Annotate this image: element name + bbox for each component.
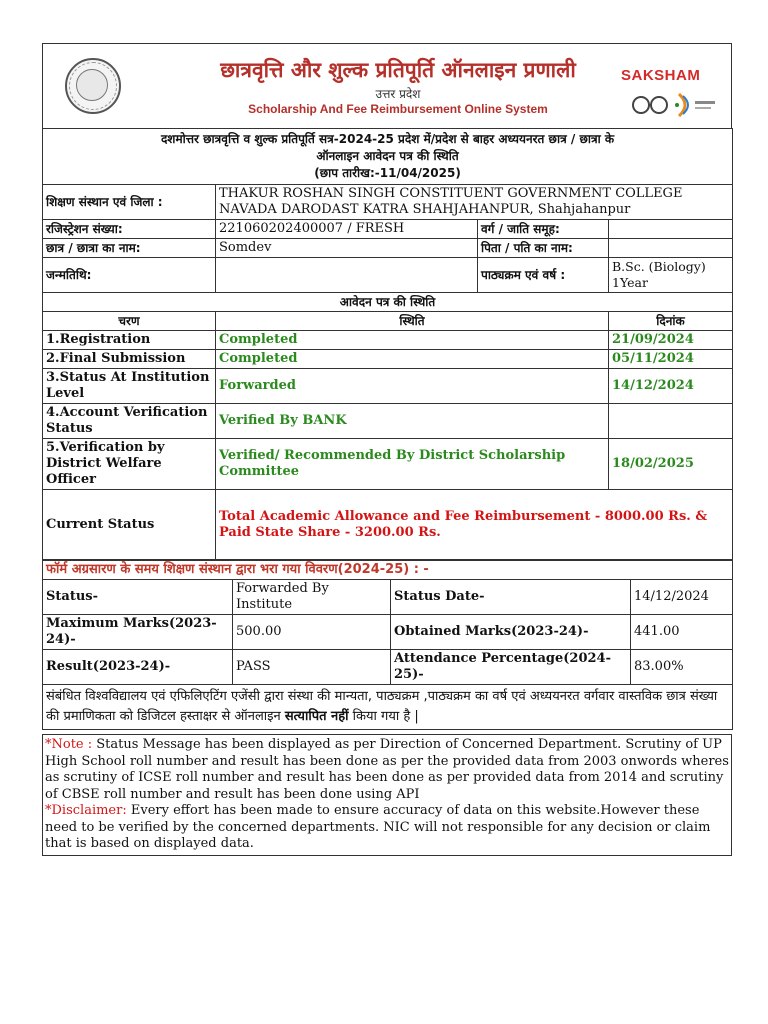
student-name-value: Somdev — [216, 239, 478, 258]
course-name: B.Sc. (Biology) — [612, 259, 706, 274]
remark-text: संबंधित विश्वविद्यालय एवं एफिलिएटिंग एजेंसी द्वारा संस्था की मान्यता, पाठ्यक्रम ,पाठ्यक्रम का वर्ष एवं अध्ययनरत वर्गवार वास्तविक छात्र संख्या की प्रमाणिकता को डिजिटल हस्ताक्षर से ऑनलाइन — [46, 689, 718, 724]
table-row — [43, 350, 733, 369]
verification-remark — [43, 685, 733, 730]
stage-cell: 1.Registration — [43, 331, 216, 350]
report-heading — [43, 129, 733, 185]
date-cell: 21/09/2024 — [609, 331, 733, 350]
father-name-value — [609, 239, 733, 258]
status-cell: Verified/ Recommended By District Scholarship Committee — [216, 439, 609, 490]
category-value — [609, 220, 733, 239]
digital-india-icon — [675, 94, 715, 116]
registration-label: रजिस्ट्रेशन संख्या: — [43, 220, 216, 239]
max-marks-label: Maximum Marks(2023-24)- — [43, 615, 233, 650]
disclaimer-text: Every effort has been made to ensure accuracy of data on this website.However these need to be verified by the concerned departments. NIC will not responsible for any decision or claim that is based on displayed data. — [45, 803, 711, 851]
heading-line-2: ऑनलाइन आवेदन पत्र की स्थिति — [316, 149, 459, 163]
father-name-label: पिता / पति का नाम: — [478, 239, 609, 258]
status-section-title: आवेदन पत्र की स्थिति — [43, 293, 733, 312]
institute-status-value: Forwarded By Institute — [233, 580, 391, 615]
status-cell: Completed — [216, 350, 609, 369]
status-cell: Completed — [216, 331, 609, 350]
application-status-sheet — [42, 43, 732, 856]
dob-label: जन्मतिथि: — [43, 258, 216, 293]
status-cell: Forwarded — [216, 369, 609, 404]
heading-line-1: दशमोत्तर छात्रवृत्ति व शुल्क प्रतिपूर्ति सत्र-2024-25 प्रदेश में/प्रदेश से बाहर अध्ययनरत छात्र / छात्रा के — [160, 132, 615, 146]
stage-cell: 3.Status At Institution Level — [43, 369, 216, 404]
course-label: पाठ्यक्रम एवं वर्ष : — [478, 258, 609, 293]
saksham-logo: SAKSHAM — [621, 67, 701, 84]
date-cell — [609, 404, 733, 439]
date-cell: 05/11/2024 — [609, 350, 733, 369]
current-status-label: Current Status — [43, 490, 216, 560]
course-year: 1Year — [612, 275, 648, 290]
date-cell: 18/02/2025 — [609, 439, 733, 490]
stage-cell: 5.Verification by District Welfare Officer — [43, 439, 216, 490]
print-date: (छाप तारीख:-11/04/2025) — [314, 166, 461, 180]
notes-box — [42, 734, 732, 856]
table-row — [43, 439, 733, 490]
column-stage: चरण — [43, 312, 216, 331]
up-government-emblem-icon — [65, 58, 121, 114]
column-status: स्थिति — [216, 312, 609, 331]
status-date-value: 14/12/2024 — [631, 580, 733, 615]
column-date: दिनांक — [609, 312, 733, 331]
portal-title-english: Scholarship And Fee Reimbursement Online System — [248, 102, 548, 116]
status-cell: Verified By BANK — [216, 404, 609, 439]
institute-details-heading: फॉर्म अग्रसारण के समय शिक्षण संस्थान द्वारा भरा गया विवरण(2024-25) : - — [43, 561, 733, 580]
attendance-value: 83.00% — [631, 650, 733, 685]
result-value: PASS — [233, 650, 391, 685]
institute-details-table — [42, 560, 733, 730]
dob-value — [216, 258, 478, 293]
current-status-value: Total Academic Allowance and Fee Reimbursement - 8000.00 Rs. & Paid State Share - 3200.00 Rs. — [216, 490, 733, 560]
remark-end: किया गया है | — [352, 709, 419, 724]
institute-status-label: Status- — [43, 580, 233, 615]
note-text: Status Message has been displayed as per Direction of Concerned Department. Scrutiny of UP High School roll number and result has been done as per the provided data from 2003 onwords wheres as scrutiny of ICSE roll number and result has been done as per provided data from 2014 and scrutiny of CBSE roll number and result has been done using API — [45, 737, 729, 802]
course-value — [609, 258, 733, 293]
stage-cell: 2.Final Submission — [43, 350, 216, 369]
partner-logos — [627, 90, 717, 120]
table-row — [43, 369, 733, 404]
institution-label: शिक्षण संस्थान एवं जिला : — [43, 185, 216, 220]
page-header — [42, 43, 732, 128]
state-name: उत्तर प्रदेश — [375, 87, 421, 101]
registration-value: 221060202400007 / FRESH — [216, 220, 478, 239]
table-row — [43, 331, 733, 350]
date-cell: 14/12/2024 — [609, 369, 733, 404]
obtained-marks-value: 441.00 — [631, 615, 733, 650]
portal-title-hindi: छात्रवृत्ति और शुल्क प्रतिपूर्ति ऑनलाइन प्रणाली — [220, 58, 576, 82]
obtained-marks-label: Obtained Marks(2023-24)- — [391, 615, 631, 650]
result-label: Result(2023-24)- — [43, 650, 233, 685]
note-label: *Note : — [45, 737, 93, 752]
swachh-bharat-icon — [633, 97, 667, 113]
remark-emphasis: सत्यापित नहीं — [284, 709, 349, 724]
category-label: वर्ग / जाति समूह: — [478, 220, 609, 239]
table-row — [43, 404, 733, 439]
attendance-label: Attendance Percentage(2024-25)- — [391, 650, 631, 685]
stage-cell: 4.Account Verification Status — [43, 404, 216, 439]
disclaimer-label: *Disclaimer: — [45, 803, 127, 818]
institution-value: THAKUR ROSHAN SINGH CONSTITUENT GOVERNMENT COLLEGE NAVADA DARODAST KATRA SHAHJAHANPUR, Shahjahanpur — [216, 185, 733, 220]
main-status-table — [42, 128, 733, 560]
status-date-label: Status Date- — [391, 580, 631, 615]
max-marks-value: 500.00 — [233, 615, 391, 650]
student-name-label: छात्र / छात्रा का नाम: — [43, 239, 216, 258]
